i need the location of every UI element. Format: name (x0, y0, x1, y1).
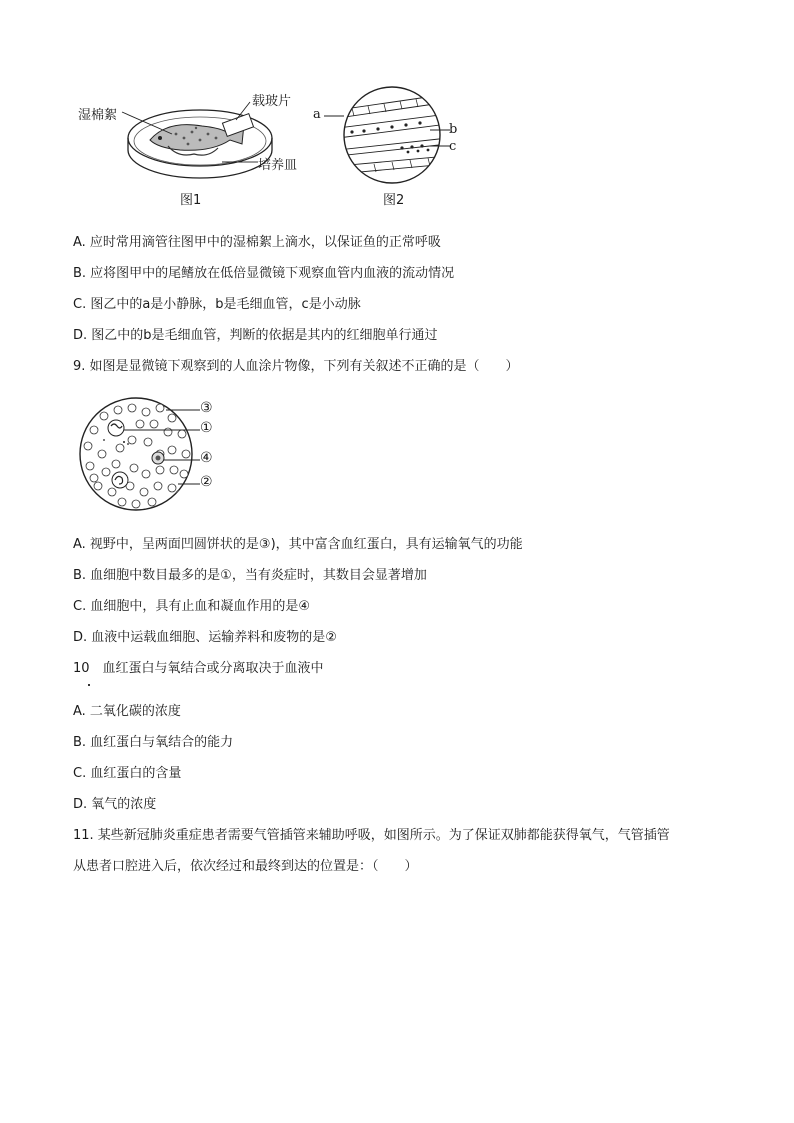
fig1-label-slide: 载玻片 (252, 94, 292, 109)
fig1-caption: 图1 (180, 193, 202, 208)
q9-option-c: C. 血细胞中，具有止血和凝血作用的是④ (73, 599, 310, 614)
q10-stem: 10 血红蛋白与氧结合或分离取决于血液中 (73, 661, 324, 676)
smear-label-3: ③ (200, 400, 213, 416)
q10-option-a: A. 二氧化碳的浓度 (73, 704, 181, 719)
q9-option-b: B. 血细胞中数目最多的是①，当有炎症时，其数目会显著增加 (73, 568, 427, 583)
q10-option-d: D. 氧气的浓度 (73, 797, 157, 812)
q11-stem-line1: 11. 某些新冠肺炎重症患者需要气管插管来辅助呼吸，如图所示。为了保证双肺都能获得氧气，气管插管 (73, 828, 670, 843)
smear-label-1: ① (200, 420, 213, 436)
q8-option-c: C. 图乙中的a是小静脉，b是毛细血管，c是小动脉 (73, 297, 361, 312)
fig2-label-b: b (449, 122, 458, 137)
fig1-label-dish: 培养皿 (258, 158, 298, 173)
figure-2-vessels (312, 80, 472, 190)
fig2-label-a: a (313, 107, 321, 122)
q10-option-c: C. 血红蛋白的含量 (73, 766, 182, 781)
q10-option-b: B. 血红蛋白与氧结合的能力 (73, 735, 234, 750)
fig1-label-cotton: 湿棉絮 (78, 108, 118, 123)
q11-stem-line2: 从患者口腔进入后，依次经过和最终到达的位置是：（ ） (73, 859, 418, 874)
q9-stem: 9. 如图是显微镜下观察到的人血涂片物像，下列有关叙述不正确的是（ ） (73, 359, 519, 374)
fig2-caption: 图2 (383, 193, 405, 208)
smear-label-4: ④ (200, 450, 213, 466)
q10-stray-dot (88, 684, 90, 686)
q9-option-d: D. 血液中运载血细胞、运输养料和废物的是② (73, 630, 337, 645)
fig2-label-c: c (449, 139, 457, 154)
q8-option-b: B. 应将图甲中的尾鳍放在低倍显微镜下观察血管内血液的流动情况 (73, 266, 455, 281)
smear-label-2: ② (200, 474, 213, 490)
q8-option-a: A. 应时常用滴管往图甲中的湿棉絮上滴水，以保证鱼的正常呼吸 (73, 235, 441, 250)
q9-option-a: A. 视野中，呈两面凹圆饼状的是③)，其中富含血红蛋白，具有运输氧气的功能 (73, 537, 523, 552)
q8-option-d: D. 图乙中的b是毛细血管，判断的依据是其内的红细胞单行通过 (73, 328, 438, 343)
